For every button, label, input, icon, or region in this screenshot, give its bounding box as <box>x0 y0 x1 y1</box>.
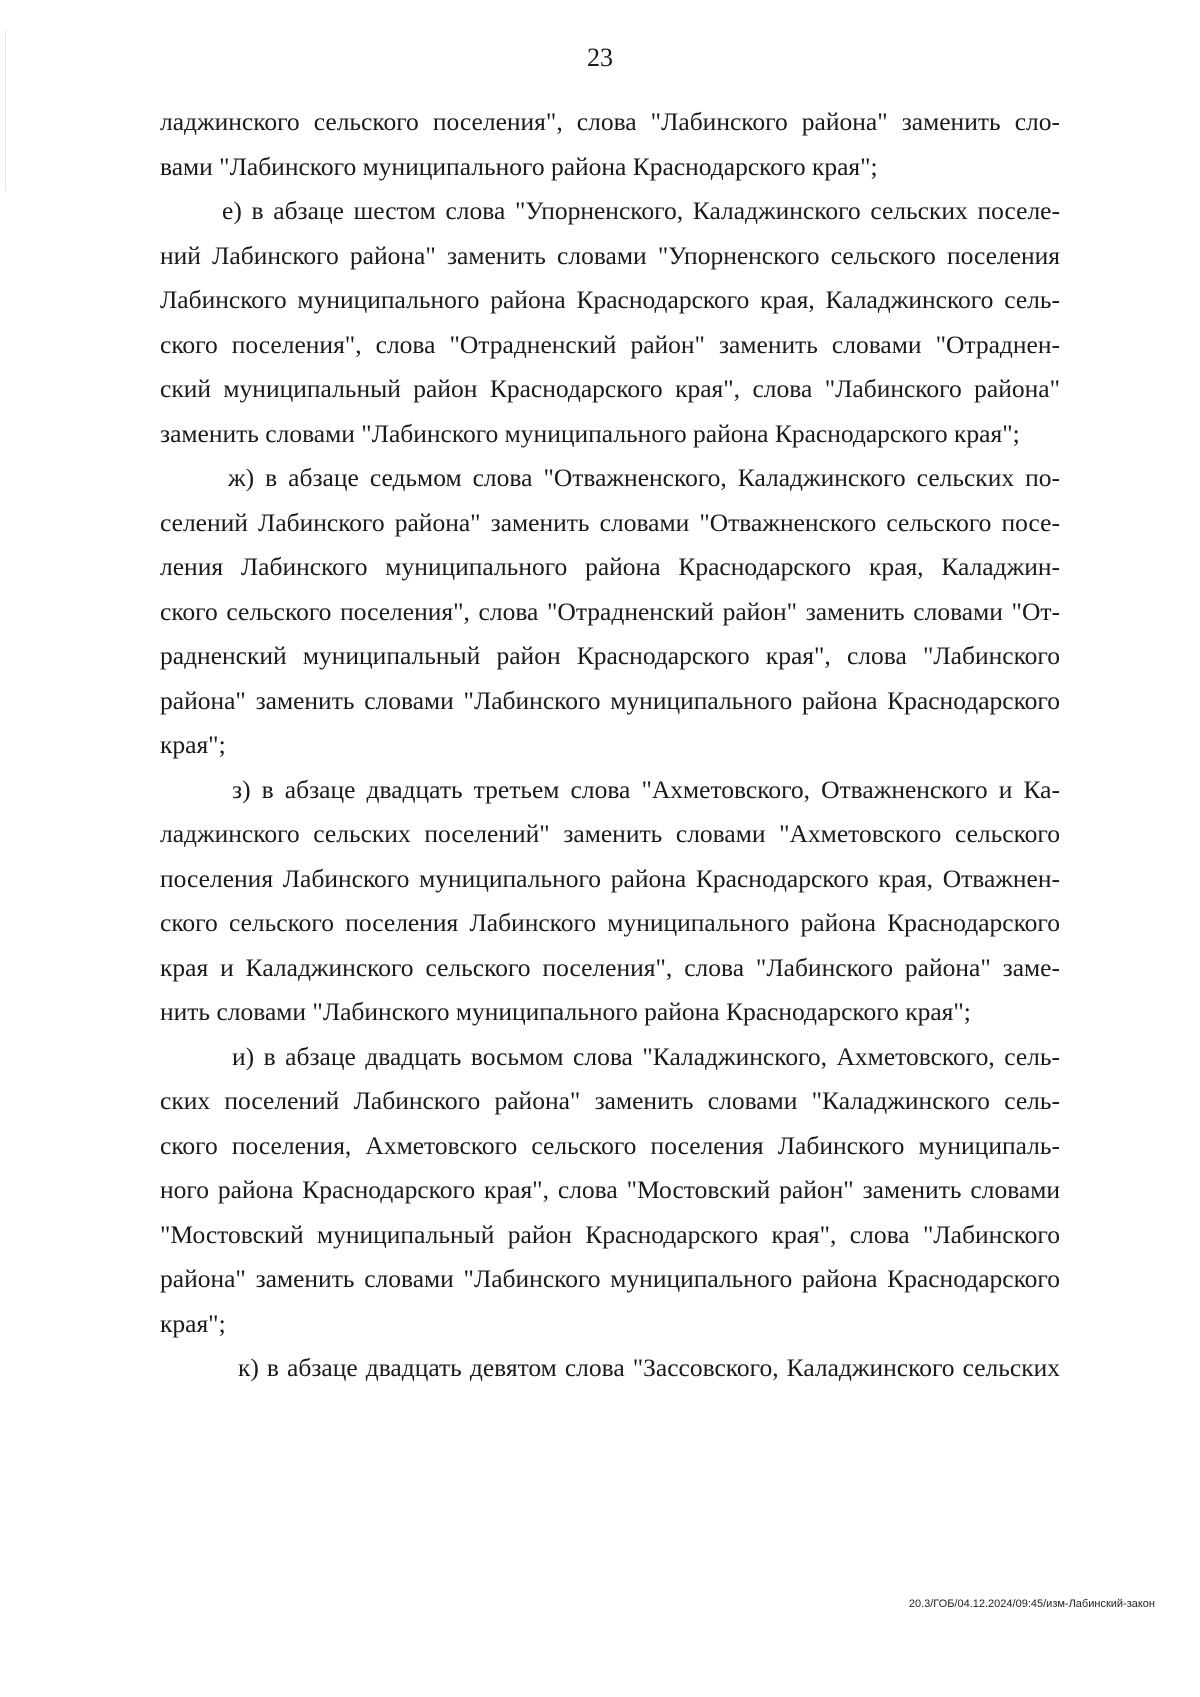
text-line: "Мостовский муниципальный район Краснодарского края", слова "Лабинского <box>160 1219 1060 1249</box>
text-line: ладжинского сельских поселений" заменить словами "Ахметовского сельского <box>160 819 1060 848</box>
text-line: нить словами "Лабинского муниципального района Краснодарского края"; <box>160 997 971 1026</box>
text-line: к) в абзаце двадцать девятом слова "Зассовского, Каладжинского сельских <box>238 1353 1060 1382</box>
text-line: вами "Лабинского муниципального района Краснодарского края"; <box>160 151 878 181</box>
text-line: ских поселений Лабинского района" заменить словами "Каладжинского сель- <box>160 1086 1060 1115</box>
text-line: поселения Лабинского муниципального района Краснодарского края, Отважнен- <box>160 863 1060 893</box>
text-line: е) в абзаце шестом слова "Упорненского, Каладжинского сельских поселе- <box>222 196 1060 225</box>
page-number: 23 <box>587 43 613 72</box>
text-line: ного района Краснодарского края", слова "Мостовский район" заменить словами <box>160 1175 1060 1204</box>
text-line: Лабинского муниципального района Краснодарского края, Каладжинского сель- <box>160 285 1060 314</box>
text-line: ж) в абзаце седьмом слова "Отважненского, Каладжинского сельских по- <box>228 463 1060 492</box>
document-footer-code: 20.3/ГОБ/04.12.2024/09:45/изм-Лабинский-закон <box>908 1598 1155 1610</box>
text-line: з) в абзаце двадцать третьем слова "Ахметовского, Отважненского и Ка- <box>232 774 1060 804</box>
text-line: ского поселения, Ахметовского сельского поселения Лабинского муниципаль- <box>160 1130 1060 1160</box>
text-line: района" заменить словами "Лабинского муниципального района Краснодарского <box>160 685 1060 715</box>
text-line: ления Лабинского муниципального района Краснодарского края, Каладжин- <box>160 552 1060 581</box>
text-line: селений Лабинского района" заменить словами "Отважненского сельского посе- <box>160 507 1060 537</box>
text-line: заменить словами "Лабинского муниципального района Краснодарского края"; <box>160 418 1020 448</box>
text-line: и) в абзаце двадцать восьмом слова "Каладжинского, Ахметовского, сель- <box>232 1041 1060 1071</box>
text-line: района" заменить словами "Лабинского муниципального района Краснодарского <box>160 1264 1060 1293</box>
text-line: ладжинского сельского поселения", слова "Лабинского района" заменить сло- <box>160 107 1060 136</box>
text-line: края и Каладжинского сельского поселения", слова "Лабинского района" заме- <box>160 952 1060 982</box>
text-line: ский муниципальный район Краснодарского края", слова "Лабинского района" <box>160 374 1060 403</box>
text-line: края"; <box>160 1308 226 1338</box>
text-line: ского сельского поселения Лабинского муниципального района Краснодарского <box>160 908 1060 937</box>
text-line: ний Лабинского района" заменить словами "Упорненского сельского поселения <box>160 240 1060 270</box>
document-body <box>160 100 1060 1391</box>
text-line: края"; <box>160 730 226 759</box>
text-line: ского сельского поселения", слова "Отрадненский район" заменить словами "От- <box>160 596 1060 626</box>
text-line: ского поселения", слова "Отрадненский район" заменить словами "Отраднен- <box>160 329 1060 359</box>
text-line: радненский муниципальный район Краснодарского края", слова "Лабинского <box>160 641 1060 670</box>
